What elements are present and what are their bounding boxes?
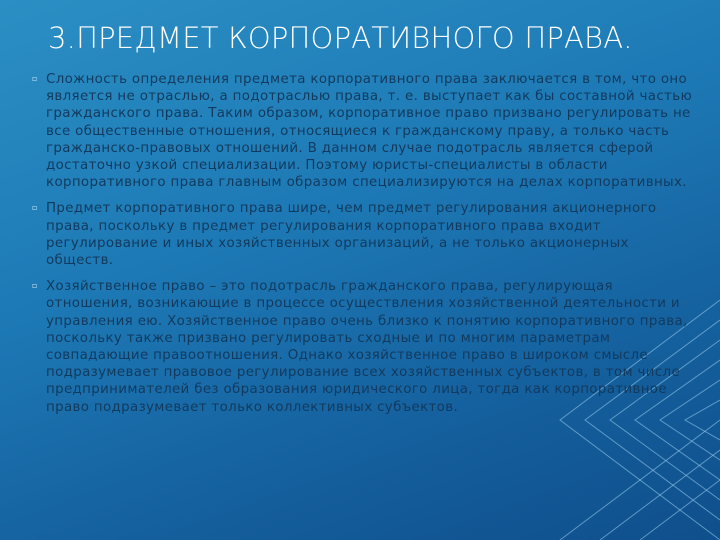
bullet-item (30, 71, 700, 191)
bullet-item (30, 200, 700, 269)
square-bullet-icon: ▫ (32, 203, 38, 213)
bullet-list (30, 71, 700, 425)
bullet-text: Сложность определения предмета корпоративного права заключается в том, что оно является не отраслью, а подотраслью права, т. е. выступает как бы составной частью гражданского права. Таким образом, корпоративное право призвано регулировать не все общественные отношения, относящиеся к гражданскому праву, а только часть гражданско-правовых отношений. В данном случае подотрасль является сферой достаточно узкой специализации. Поэтому юристы-специалисты в области корпоративного права главным образом специализируются на делах корпоративных. (46, 72, 693, 191)
bullet-item (30, 278, 700, 416)
square-bullet-icon: ▫ (32, 74, 38, 83)
square-bullet-icon: ▫ (32, 281, 38, 291)
bullet-text: Предмет корпоративного права шире, чем предмет регулирования акционерного права, поскольку в предмет регулирования корпоративного права входит регулирование и иных хозяйственных организаций, а не только акционерных обществ. (46, 201, 657, 269)
bullet-text: Хозяйственное право – это подотрасль гражданского права, регулирующая отношения, возникающие в процессе осуществления хозяйственной деятельности и управления ею. Хозяйственное право очень близко к понятию корпоративного права, поскольку также призвано регулировать сходные и по многим параметрам совпадающие правоотношения. Однако хозяйственное право в широком смысле подразумевает правовое регулирование всех хозяйственных субъектов, в том числе предпринимателей без образования юридического лица, тогда как корпоративное право подразумевает только коллективных субъектов. (46, 279, 688, 415)
slide-title: 3.ПРЕДМЕТ КОРПОРАТИВНОГО ПРАВА. (48, 21, 633, 55)
